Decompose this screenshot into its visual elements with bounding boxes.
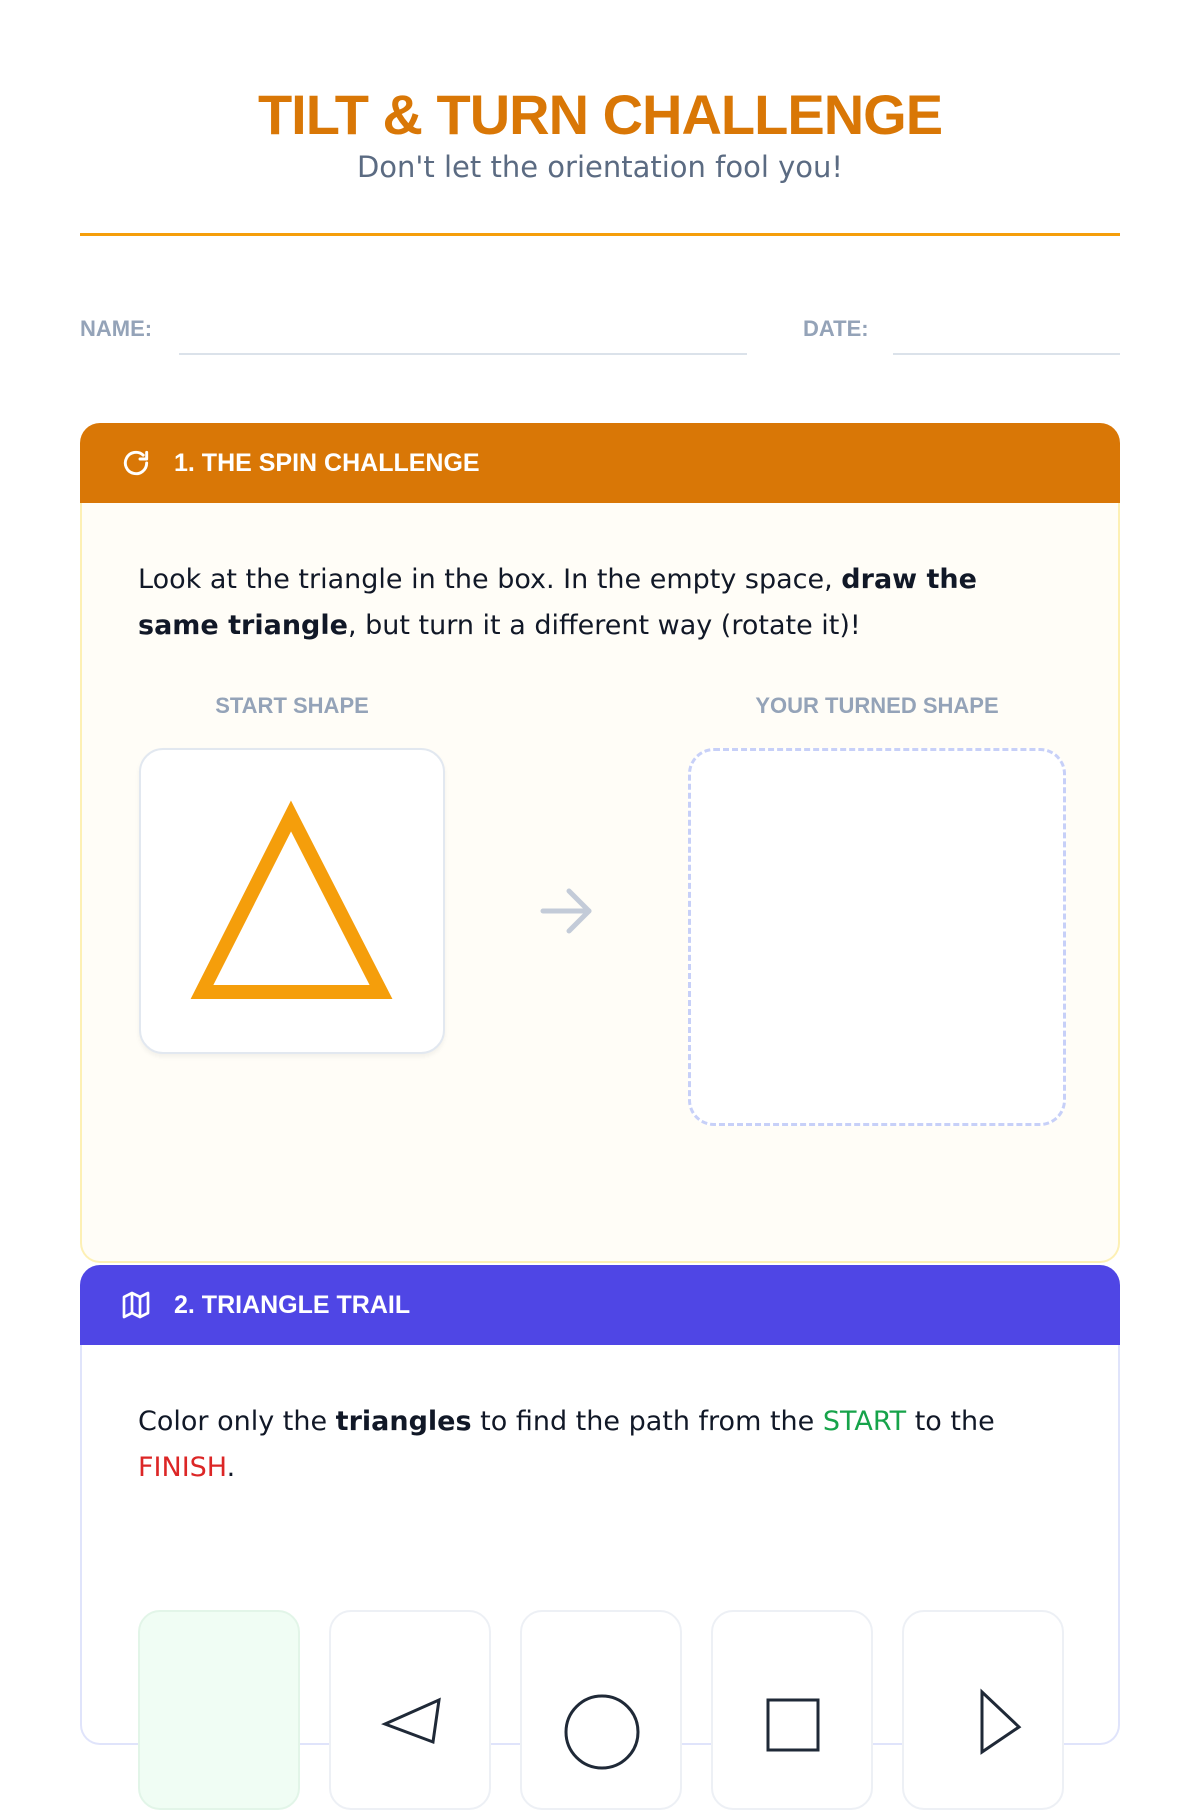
triangle-trail-header: [80, 1265, 1120, 1345]
name-field[interactable]: [179, 353, 747, 355]
spin-challenge-header: [80, 423, 1120, 503]
date-label: DATE:: [803, 316, 869, 341]
triangle-trail-body: [80, 1345, 1120, 1745]
instruction-emphasis: draw the same triangle: [138, 564, 977, 641]
instruction-emphasis: triangles: [335, 1406, 472, 1437]
trail-tile-triangle[interactable]: [329, 1610, 491, 1810]
page-title: TILT & TURN CHALLENGE: [257, 83, 943, 146]
triangle-shape: [141, 750, 443, 1052]
turned-shape-label: YOUR TURNED SHAPE: [755, 693, 999, 718]
spin-instructions: [138, 557, 1058, 649]
instruction-text: Look at the triangle in the box. In the empty space,: [138, 564, 842, 595]
spin-challenge-section: [80, 423, 1120, 1263]
map-icon: [120, 1289, 152, 1321]
instruction-text: to the: [906, 1406, 995, 1437]
drawing-area[interactable]: [688, 748, 1066, 1126]
instruction-text: , but turn it a different way (rotate it)!: [347, 610, 861, 641]
instruction-text: to find the path from the: [471, 1406, 823, 1437]
trail-tile-circle[interactable]: [520, 1610, 682, 1810]
start-word: START: [822, 1406, 907, 1437]
start-shape-label: START SHAPE: [215, 693, 369, 718]
arrow-right-icon: [537, 881, 597, 941]
triangle-trail-section: [80, 1265, 1120, 1745]
trail-instructions: [138, 1399, 1058, 1491]
rotate-icon: [120, 447, 152, 479]
spin-challenge-body: [80, 503, 1120, 1263]
page-subtitle: Don't let the orientation fool you!: [356, 150, 844, 184]
trail-tile-triangle[interactable]: [902, 1610, 1064, 1810]
instruction-text: .: [226, 1452, 236, 1483]
start-shape-box: [139, 748, 445, 1054]
name-label: NAME:: [80, 316, 153, 341]
trail-tile-square[interactable]: [711, 1610, 873, 1810]
spin-challenge-title: 1. THE SPIN CHALLENGE: [174, 448, 480, 477]
date-field[interactable]: [893, 353, 1120, 355]
triangle-trail-title: 2. TRIANGLE TRAIL: [174, 1290, 411, 1319]
instruction-text: Color only the: [138, 1406, 336, 1437]
header-divider: [80, 233, 1120, 236]
trail-tile-start[interactable]: [138, 1610, 300, 1810]
finish-word: FINISH: [138, 1452, 227, 1483]
